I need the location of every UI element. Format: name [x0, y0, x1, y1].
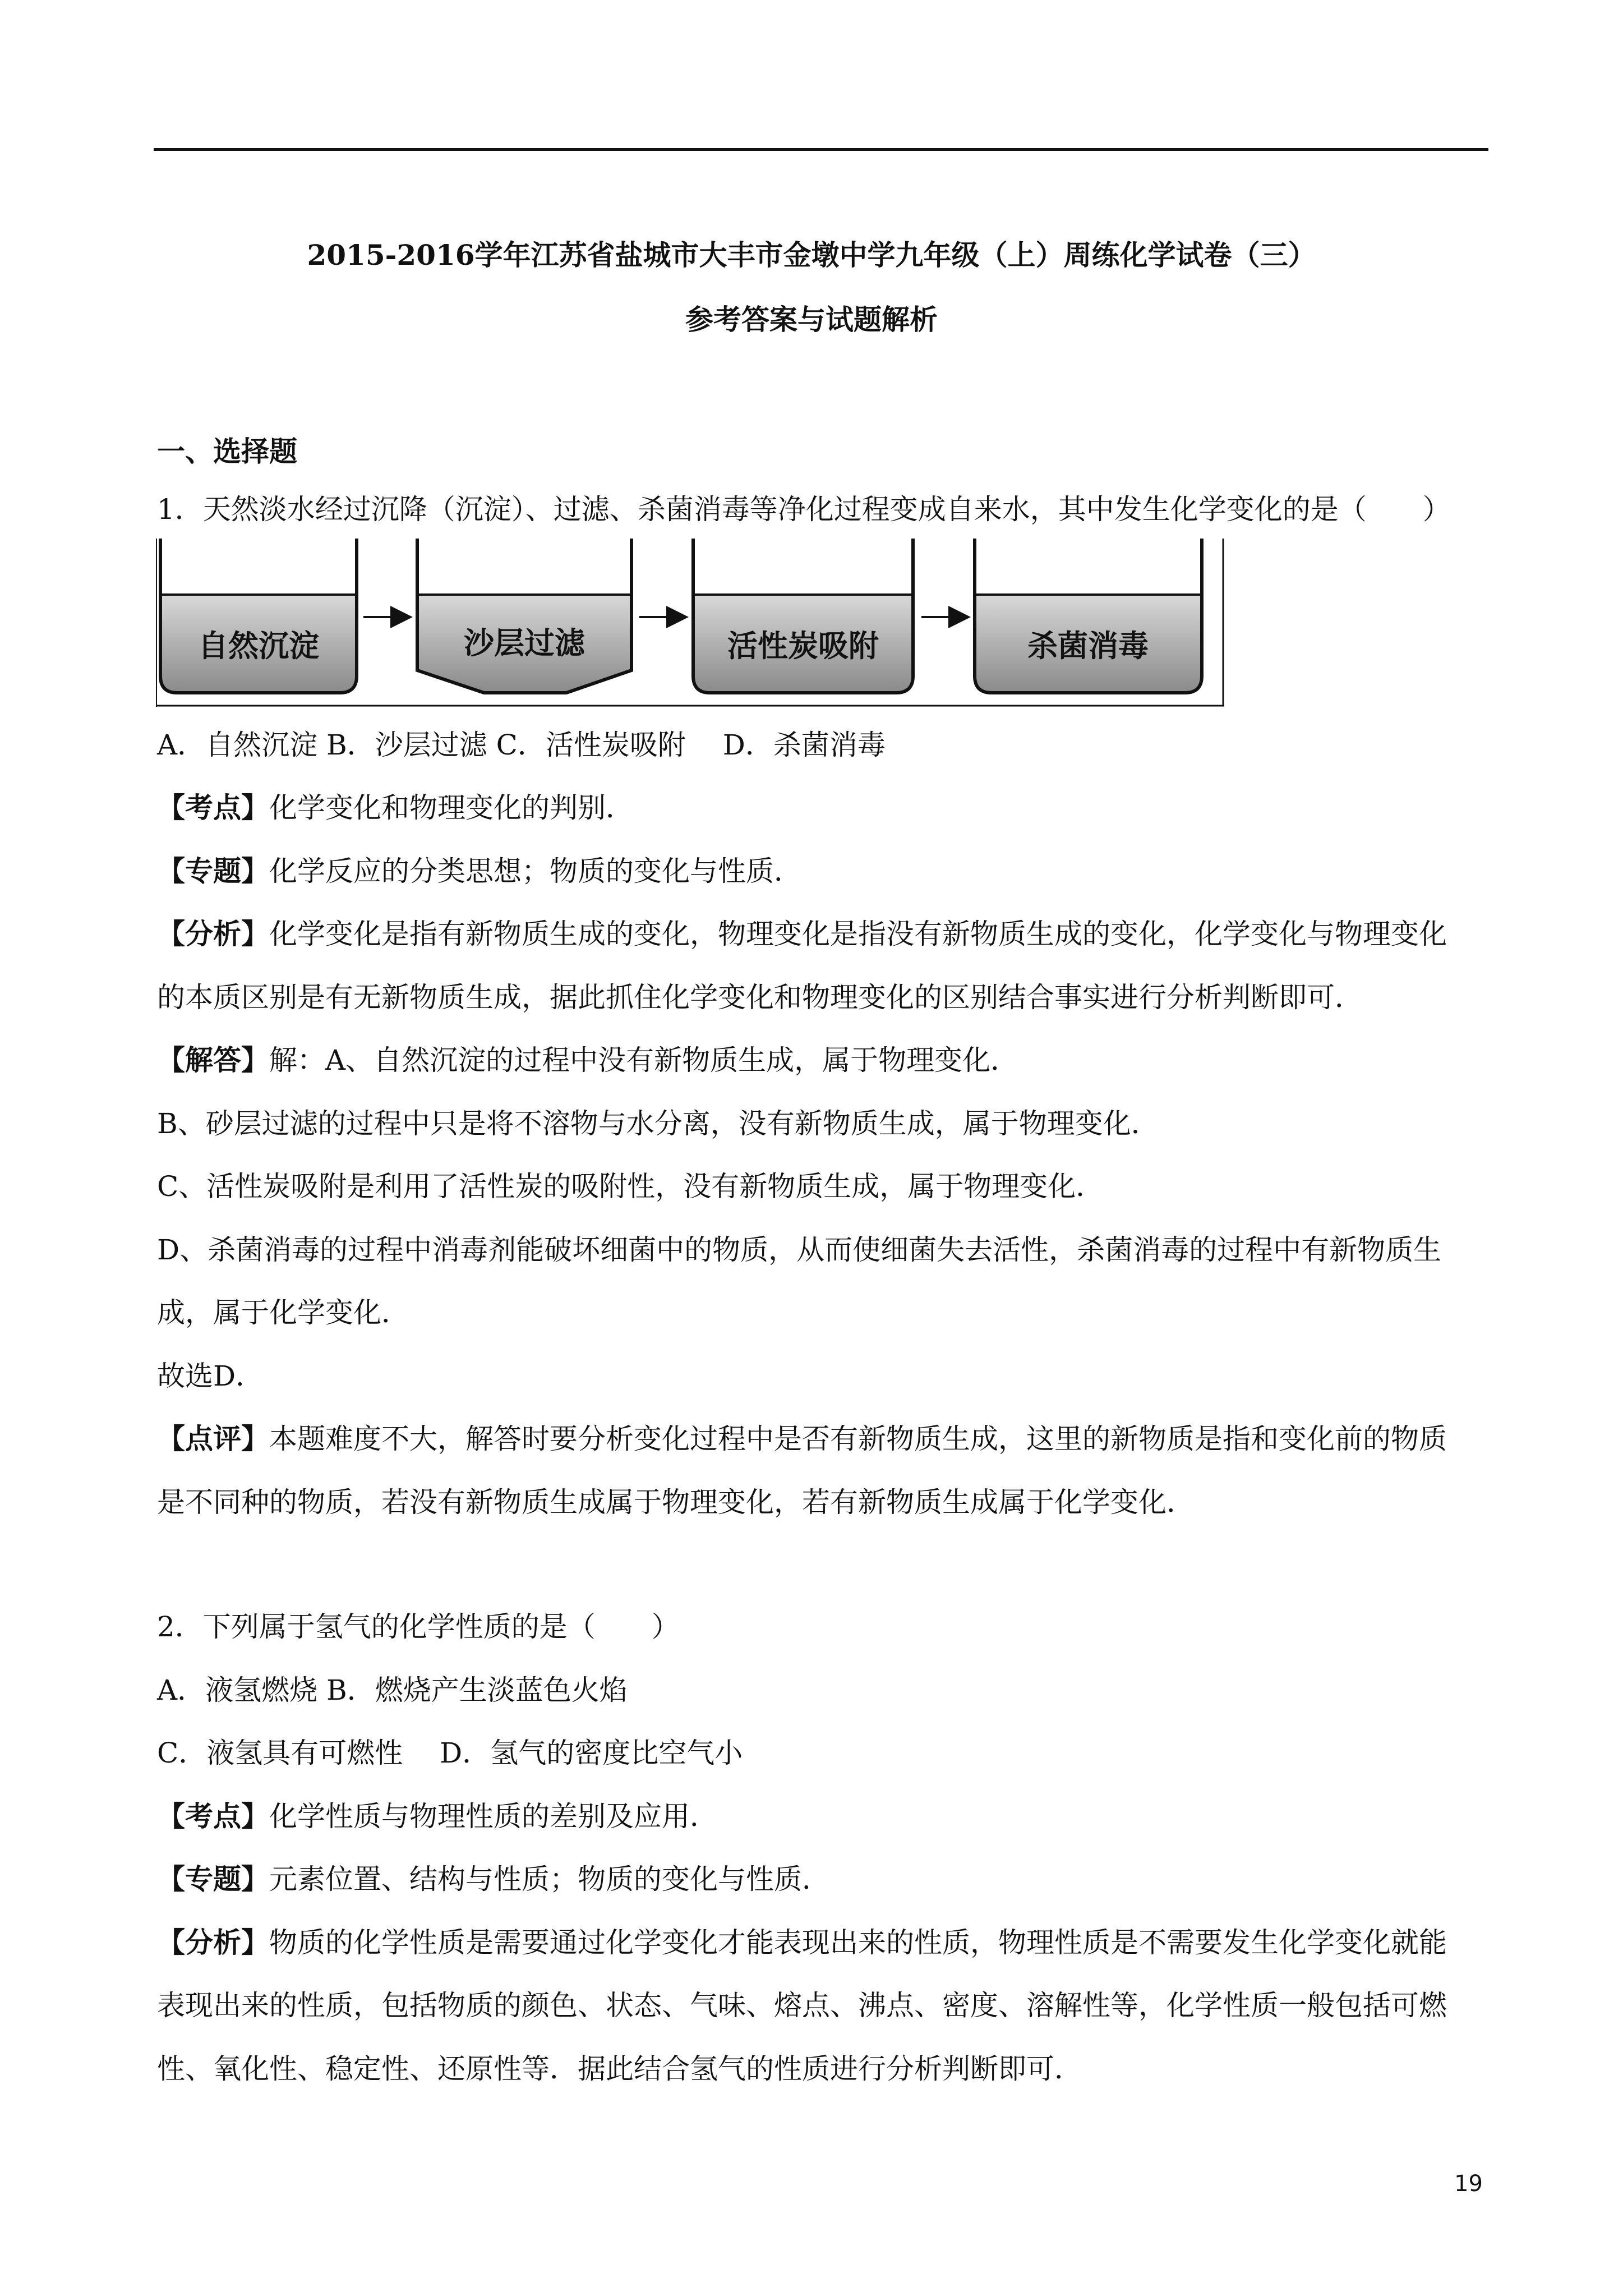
q1-jieda-line-3: C、活性炭吸附是利用了活性炭的吸附性，没有新物质生成，属于物理变化．	[157, 1170, 1104, 1203]
q1-jieda-line-5: 成，属于化学变化．	[157, 1296, 409, 1329]
q1-dianping	[157, 1422, 1447, 1456]
q1-fenxi	[157, 917, 1447, 951]
tank-disinfection	[975, 539, 1202, 693]
q1-kaodian-tag: 【考点】	[157, 791, 269, 824]
q2-zhuanti-tag: 【专题】	[157, 1862, 269, 1895]
document-subtitle: 参考答案与试题解析	[685, 303, 938, 336]
q1-jieda-line-4: D、杀菌消毒的过程中消毒剂能破坏细菌中的物质，从而使细菌失去活性，杀菌消毒的过程中有新物质生	[157, 1234, 1442, 1266]
q1-fenxi-line-2: 的本质区别是有无新物质生成，据此抓住化学变化和物理变化的区别结合事实进行分析判断即可．	[157, 981, 1363, 1014]
q2-fenxi-tag: 【分析】	[157, 1926, 269, 1959]
q1-fenxi-tag: 【分析】	[157, 917, 269, 950]
q2-kaodian	[157, 1800, 718, 1833]
q2-options-line-2: C．液氢具有可燃性 D．氢气的密度比空气小	[157, 1737, 743, 1769]
q1-kaodian-text: 化学变化和物理变化的判别．	[269, 792, 634, 824]
q2-options-line-1: A．液氢燃烧 B．燃烧产生淡蓝色火焰	[157, 1674, 628, 1706]
q2-fenxi-line-2: 表现出来的性质，包括物质的颜色、状态、气味、熔点、沸点、密度、溶解性等，化学性质一般包括可燃	[157, 1989, 1447, 2022]
stage-label-4: 杀菌消毒	[1027, 628, 1149, 664]
q1-dianping-tag: 【点评】	[157, 1422, 269, 1455]
tank-sand-filtration	[417, 539, 631, 693]
q1-jieda-line-1: 解：A、自然沉淀的过程中没有新物质生成，属于物理变化．	[269, 1044, 1019, 1076]
q1-zhuanti-tag: 【专题】	[157, 854, 269, 887]
stage-label-2: 沙层过滤	[464, 625, 585, 661]
stage-label-1: 自然沉淀	[198, 628, 319, 664]
document-title: 2015-2016学年江苏省盐城市大丰市金墩中学九年级（上）周练化学试卷（三）	[307, 238, 1316, 272]
q1-dianping-line-2: 是不同种的物质，若没有新物质生成属于物理变化，若有新物质生成属于化学变化．	[157, 1486, 1195, 1519]
q2-fenxi-line-1: 物质的化学性质是需要通过化学变化才能表现出来的性质，物理性质是不需要发生化学变化就能	[269, 1926, 1447, 1959]
q1-dianping-line-1: 本题难度不大，解答时要分析变化过程中是否有新物质生成，这里的新物质是指和变化前的物质	[269, 1423, 1447, 1455]
q1-kaodian	[157, 791, 634, 825]
q1-options: A．自然沉淀 B．沙层过滤 C．活性炭吸附 D．杀菌消毒	[157, 729, 886, 761]
tank-activated-carbon	[693, 539, 913, 693]
q1-jieda-line-2: B、砂层过滤的过程中只是将不溶物与水分离，没有新物质生成，属于物理变化．	[157, 1107, 1159, 1140]
page-number: 19	[1454, 2171, 1483, 2197]
q1-stem: 1．天然淡水经过沉降（沉淀）、过滤、杀菌消毒等净化过程变成自来水，其中发生化学变化的是（ ）	[157, 493, 1451, 526]
q1-jieda	[157, 1043, 1018, 1077]
tank-natural-settling	[160, 539, 357, 693]
q2-stem: 2．下列属于氢气的化学性质的是（ ）	[157, 1611, 680, 1643]
q2-fenxi	[157, 1926, 1447, 1959]
q2-kaodian-tag: 【考点】	[157, 1800, 269, 1833]
q2-zhuanti	[157, 1862, 830, 1896]
q2-zhuanti-text: 元素位置、结构与性质；物质的变化与性质．	[269, 1863, 830, 1895]
q2-fenxi-line-3: 性、氧化性、稳定性、还原性等．据此结合氢气的性质进行分析判断即可．	[157, 2053, 1082, 2085]
q1-answer: 故选D．	[157, 1360, 264, 1392]
q1-zhuanti	[157, 854, 802, 888]
q1-zhuanti-text: 化学反应的分类思想；物质的变化与性质．	[269, 855, 802, 887]
q2-kaodian-text: 化学性质与物理性质的差别及应用．	[269, 1800, 718, 1833]
section-title: 一、选择题	[157, 435, 297, 468]
header-rule	[154, 148, 1488, 151]
stage-label-3: 活性炭吸附	[727, 628, 879, 664]
q1-fenxi-line-1: 化学变化是指有新物质生成的变化，物理变化是指没有新物质生成的变化，化学变化与物理变化	[269, 918, 1447, 950]
water-purification-diagram	[156, 539, 1224, 707]
q1-jieda-tag: 【解答】	[157, 1043, 269, 1076]
